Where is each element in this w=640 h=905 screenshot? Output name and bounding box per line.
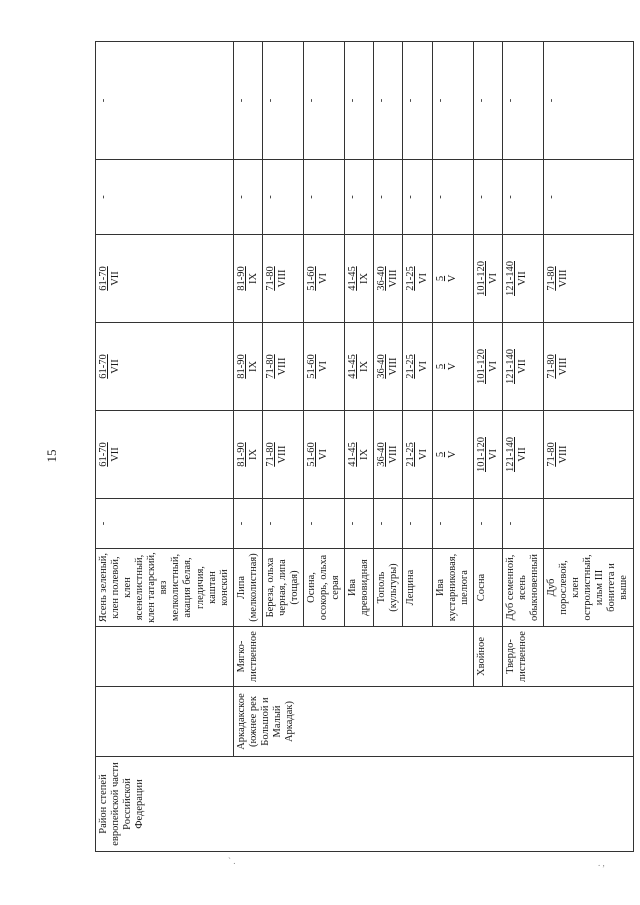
species-cell: Ива кустарниковая, шелюга <box>432 549 473 627</box>
age-range: 21-25 <box>405 442 417 467</box>
dash-cell: - <box>502 499 543 549</box>
age-class-cell <box>304 323 345 411</box>
dash-cell: - <box>403 42 432 160</box>
age-class: IX <box>359 272 371 285</box>
age-class-cell <box>473 235 502 323</box>
dash-cell: - <box>262 160 303 235</box>
age-class: VIII <box>388 445 400 464</box>
age-range: 81-90 <box>235 354 247 379</box>
species-cell: Береза, ольха черная, липа (тощая) <box>262 549 303 627</box>
age-class: VI <box>487 448 499 461</box>
species-cell: Тополь (культуры) <box>374 549 403 627</box>
age-range: 51-60 <box>306 354 317 379</box>
dash-cell: - <box>403 160 432 235</box>
age-range: 36-40 <box>376 354 388 379</box>
age-range: 5 <box>434 275 446 282</box>
region-cell: Район степей европейской части Российской Федерации <box>96 757 634 852</box>
dash-cell: - <box>544 42 633 160</box>
age-range: 101-120 <box>475 349 487 384</box>
dash-cell <box>544 499 633 549</box>
age-range: 41-45 <box>347 442 359 467</box>
age-class: VIII <box>388 357 400 376</box>
dash-cell: - <box>304 499 345 549</box>
age-class-cell <box>304 411 345 499</box>
age-class: VIII <box>276 357 288 376</box>
dash-cell: - <box>345 42 374 160</box>
dash-cell: - <box>544 160 633 235</box>
age-class-cell <box>96 323 234 411</box>
age-range: 21-25 <box>405 354 417 379</box>
dash-cell: - <box>432 160 473 235</box>
age-class-cell <box>374 235 403 323</box>
dash-cell: - <box>304 160 345 235</box>
age-range: 121-140 <box>504 349 516 384</box>
age-class: IX <box>247 272 259 285</box>
species-cell: Ива древовидная <box>345 549 374 627</box>
age-class: IX <box>359 360 371 373</box>
age-class-cell <box>473 323 502 411</box>
age-range: 21-25 <box>405 266 417 291</box>
age-range: 71-80 <box>264 354 276 379</box>
age-class-cell <box>432 411 473 499</box>
age-class: VI <box>417 448 429 461</box>
age-range: 71-80 <box>546 442 558 467</box>
group-cell: Хвойное <box>473 627 502 687</box>
age-class: V <box>446 450 458 459</box>
age-range: 61-70 <box>98 266 109 291</box>
dash-cell: - <box>403 499 432 549</box>
dash-cell: - <box>233 42 262 160</box>
age-class-cell <box>345 323 374 411</box>
age-range: 51-60 <box>306 266 317 291</box>
dash-cell: - <box>432 499 473 549</box>
age-class: VII <box>110 271 122 286</box>
age-class: VI <box>417 360 429 373</box>
dash-cell: - <box>473 42 502 160</box>
age-class: VI <box>318 448 330 461</box>
age-class-cell <box>262 411 303 499</box>
subregion-empty-cell <box>96 687 234 757</box>
dash-cell: - <box>96 42 234 160</box>
dash-cell: - <box>345 499 374 549</box>
dash-cell: - <box>473 160 502 235</box>
age-class: IX <box>359 448 371 461</box>
table-row <box>96 42 234 852</box>
table-row <box>233 42 262 852</box>
dash-cell: - <box>473 499 502 549</box>
age-class: IX <box>247 448 259 461</box>
age-class-cell <box>262 235 303 323</box>
age-range: 51-60 <box>306 442 317 467</box>
age-class-cell <box>304 235 345 323</box>
dash-cell: - <box>233 160 262 235</box>
age-class-cell <box>345 235 374 323</box>
dash-cell: - <box>374 499 403 549</box>
age-class: VI <box>417 272 429 285</box>
species-cell: Липа (мелколистная) <box>233 549 262 627</box>
age-class: VIII <box>276 269 288 288</box>
species-cell: Дуб семенной, ясень обыкновенный <box>502 549 543 627</box>
species-cell: Лещина <box>403 549 432 627</box>
age-class-cell <box>233 323 262 411</box>
age-class-cell <box>502 411 543 499</box>
forest-table <box>95 41 634 852</box>
age-class: VII <box>516 447 528 462</box>
species-cell: Ясень зеленый, клен полевой, клен ясенелистный, клен татарский, вяз мелколистный, акация белая, гледичия, каштан конский <box>96 549 234 627</box>
age-class: VIII <box>388 269 400 288</box>
dash-cell: - <box>374 42 403 160</box>
age-class: VII <box>516 359 528 374</box>
age-range: 41-45 <box>347 354 359 379</box>
age-class-cell <box>262 323 303 411</box>
age-range: 81-90 <box>235 442 247 467</box>
age-range: 5 <box>434 363 446 370</box>
age-range: 61-70 <box>98 442 109 467</box>
age-range: 121-140 <box>504 437 516 472</box>
age-class-cell <box>544 235 633 323</box>
age-range: 71-80 <box>546 266 558 291</box>
table-body <box>96 42 634 852</box>
age-range: 71-80 <box>264 266 276 291</box>
dash-cell: - <box>432 42 473 160</box>
age-class-cell <box>96 411 234 499</box>
age-class-cell <box>374 323 403 411</box>
dash-cell: - <box>345 160 374 235</box>
group-cell <box>96 627 234 687</box>
age-class-cell <box>544 411 633 499</box>
age-class: VIII <box>558 269 570 288</box>
age-class-cell <box>345 411 374 499</box>
age-range: 36-40 <box>376 442 388 467</box>
age-class: V <box>446 362 458 371</box>
age-class-cell <box>473 411 502 499</box>
group-cell: Твердо-лиственное <box>502 627 633 687</box>
dash-cell: - <box>233 499 262 549</box>
age-class: V <box>446 274 458 283</box>
age-range: 36-40 <box>376 266 388 291</box>
age-class-cell <box>403 323 432 411</box>
dash-cell: - <box>262 42 303 160</box>
age-class: VIII <box>558 357 570 376</box>
scan-mark: . , <box>598 858 605 868</box>
dash-cell: - <box>502 42 543 160</box>
age-range: 61-70 <box>98 354 109 379</box>
age-class-cell <box>403 235 432 323</box>
age-class-cell <box>544 323 633 411</box>
scan-mark: ` . <box>228 856 236 866</box>
age-class-cell <box>432 235 473 323</box>
age-class-cell <box>502 323 543 411</box>
age-class-cell <box>96 235 234 323</box>
age-class: VII <box>516 271 528 286</box>
age-range: 71-80 <box>546 354 558 379</box>
age-class: VIII <box>558 445 570 464</box>
age-class-cell <box>374 411 403 499</box>
rotated-table-wrapper <box>95 42 630 852</box>
age-class: VI <box>318 360 330 373</box>
age-class-cell <box>502 235 543 323</box>
page-number: 15 <box>44 449 59 463</box>
age-class-cell <box>403 411 432 499</box>
dash-cell: - <box>374 160 403 235</box>
age-range: 121-140 <box>504 261 516 296</box>
species-cell: Сосна <box>473 549 502 627</box>
age-class: VII <box>110 447 122 462</box>
dash-cell: - <box>304 42 345 160</box>
age-range: 101-120 <box>475 437 487 472</box>
age-class-cell <box>233 411 262 499</box>
dash-cell: - <box>262 499 303 549</box>
dash-cell: - <box>502 160 543 235</box>
age-class: VI <box>487 360 499 373</box>
dash-cell: - <box>96 160 234 235</box>
age-class: VI <box>487 272 499 285</box>
species-cell: Осина, осокорь, ольха серая <box>304 549 345 627</box>
species-cell: Дуб порослевой, клен остролистный, ильм III бонитета и выше <box>544 549 633 627</box>
age-class-cell <box>432 323 473 411</box>
age-range: 81-90 <box>235 266 247 291</box>
age-range: 5 <box>434 451 446 458</box>
age-class: VI <box>318 272 330 285</box>
group-cell: Мягко-лиственное <box>233 627 473 687</box>
subregion-cell: Аркадакское (южнее рек Большой и Малый Аркадак) <box>233 687 633 757</box>
age-range: 101-120 <box>475 261 487 296</box>
age-class: VIII <box>276 445 288 464</box>
age-class-cell <box>233 235 262 323</box>
age-range: 41-45 <box>347 266 359 291</box>
dash-cell: - <box>96 499 234 549</box>
age-range: 71-80 <box>264 442 276 467</box>
age-class: IX <box>247 360 259 373</box>
age-class: VII <box>110 359 122 374</box>
